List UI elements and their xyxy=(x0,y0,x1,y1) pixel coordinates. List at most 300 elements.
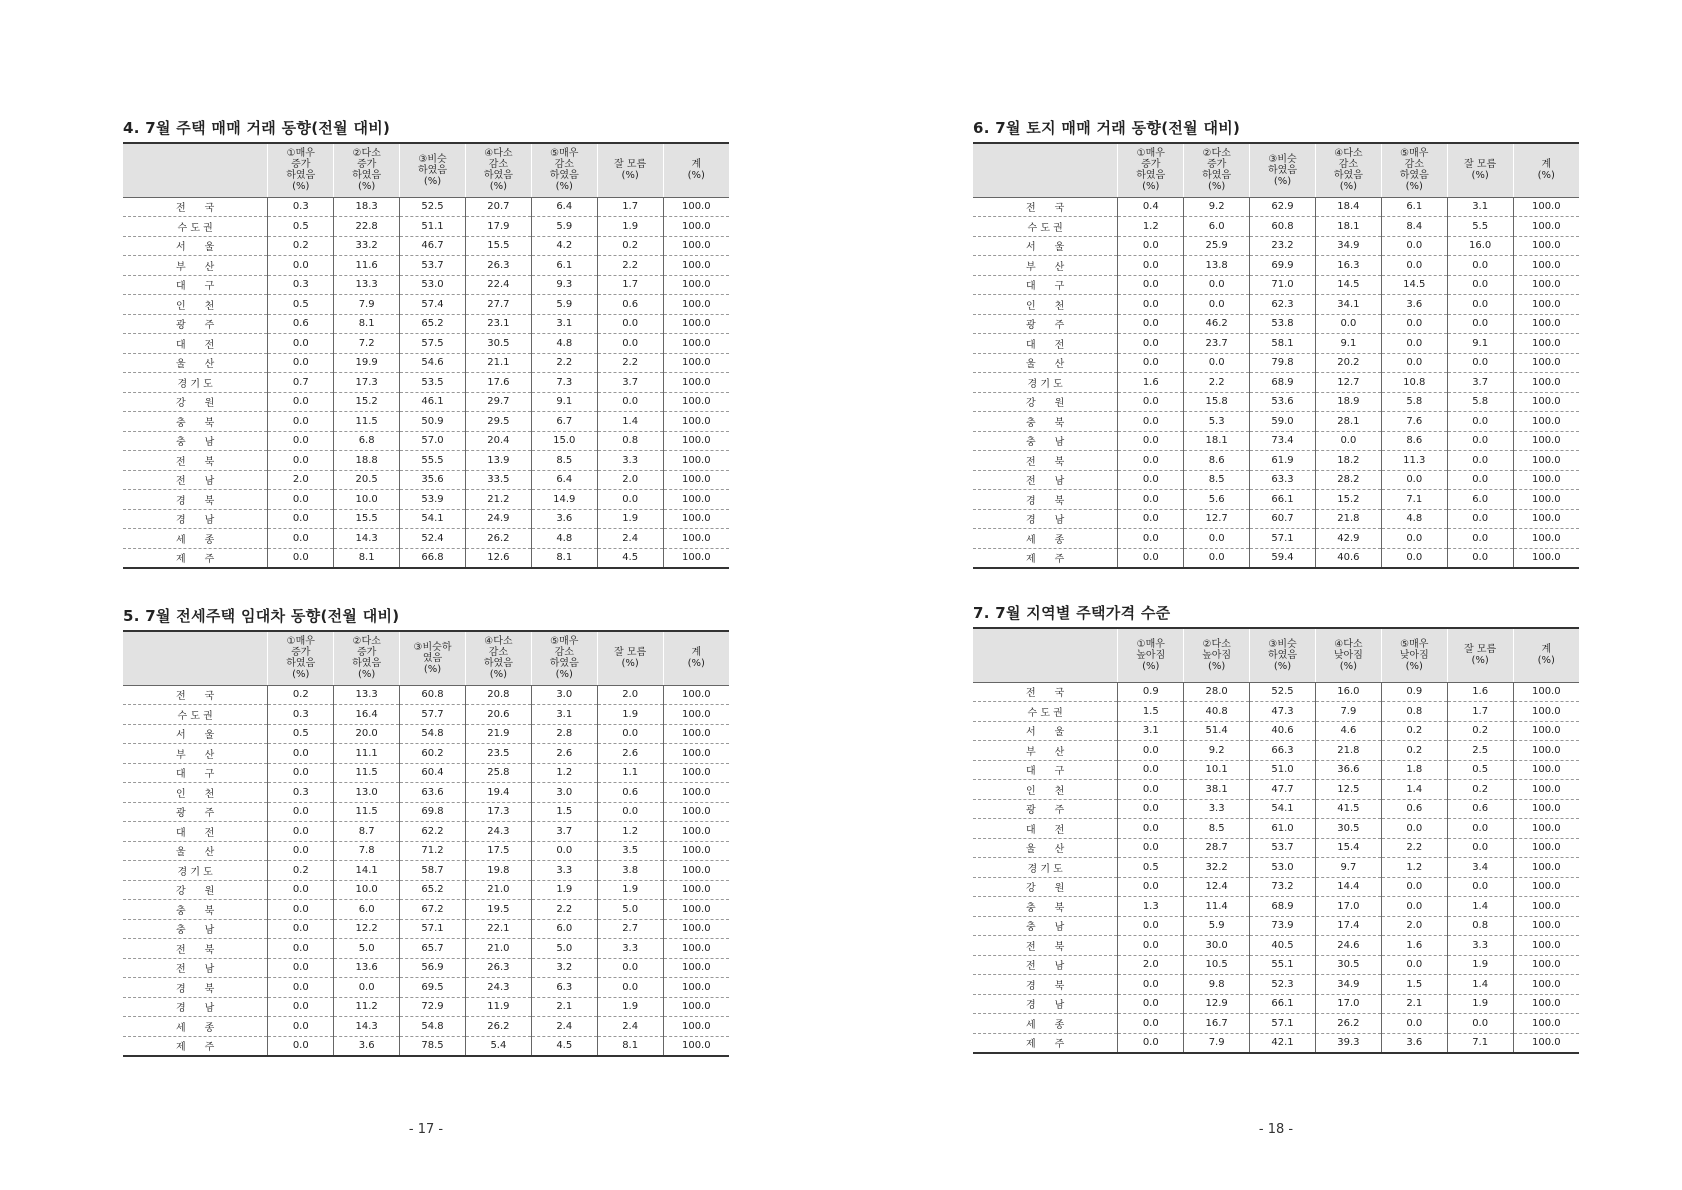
value-cell: 0.0 xyxy=(1447,256,1513,276)
value-cell: 3.3 xyxy=(597,939,663,959)
table-row xyxy=(973,760,1579,780)
value-cell: 100.0 xyxy=(1513,897,1579,917)
value-cell: 11.3 xyxy=(1381,451,1447,471)
value-cell: 0.0 xyxy=(1447,548,1513,568)
value-cell: 12.7 xyxy=(1184,509,1250,529)
value-cell: 0.2 xyxy=(1447,780,1513,800)
table-row xyxy=(973,936,1579,956)
value-cell: 1.7 xyxy=(1447,702,1513,722)
value-cell: 0.2 xyxy=(1447,721,1513,741)
value-cell: 15.5 xyxy=(334,509,400,529)
value-cell: 100.0 xyxy=(1513,392,1579,412)
table-row xyxy=(123,490,729,510)
region-cell: 충 북 xyxy=(973,897,1118,917)
section-5 xyxy=(123,606,729,1057)
region-cell: 경 북 xyxy=(973,975,1118,995)
value-cell: 57.1 xyxy=(1250,529,1316,549)
table-row xyxy=(123,353,729,373)
column-header: ⑤매우 감소 하였음 (%) xyxy=(531,143,597,197)
value-cell: 0.2 xyxy=(268,236,334,256)
value-cell: 0.0 xyxy=(1118,451,1184,471)
table-row xyxy=(973,975,1579,995)
value-cell: 100.0 xyxy=(663,295,729,315)
region-cell: 강 원 xyxy=(123,880,268,900)
value-cell: 17.3 xyxy=(334,373,400,393)
value-cell: 13.3 xyxy=(334,685,400,705)
value-cell: 0.6 xyxy=(597,295,663,315)
value-cell: 53.9 xyxy=(400,490,466,510)
value-cell: 66.1 xyxy=(1250,994,1316,1014)
value-cell: 0.0 xyxy=(597,978,663,998)
column-header: ②다소 증가 하였음 (%) xyxy=(1184,143,1250,197)
value-cell: 3.6 xyxy=(334,1036,400,1056)
value-cell: 14.3 xyxy=(334,529,400,549)
value-cell: 0.3 xyxy=(268,783,334,803)
value-cell: 100.0 xyxy=(663,861,729,881)
value-cell: 5.8 xyxy=(1447,392,1513,412)
value-cell: 14.3 xyxy=(334,1017,400,1037)
value-cell: 13.6 xyxy=(334,958,400,978)
value-cell: 0.0 xyxy=(597,958,663,978)
value-cell: 38.1 xyxy=(1184,780,1250,800)
value-cell: 100.0 xyxy=(1513,490,1579,510)
value-cell: 16.3 xyxy=(1315,256,1381,276)
value-cell: 0.8 xyxy=(597,431,663,451)
table-row xyxy=(123,919,729,939)
value-cell: 0.0 xyxy=(1118,1014,1184,1034)
table-row xyxy=(123,997,729,1017)
value-cell: 100.0 xyxy=(663,939,729,959)
value-cell: 6.3 xyxy=(531,978,597,998)
value-cell: 51.4 xyxy=(1184,721,1250,741)
value-cell: 100.0 xyxy=(663,412,729,432)
value-cell: 15.2 xyxy=(1315,490,1381,510)
value-cell: 60.4 xyxy=(400,763,466,783)
table-row xyxy=(973,1014,1579,1034)
value-cell: 2.4 xyxy=(597,1017,663,1037)
value-cell: 2.0 xyxy=(1118,955,1184,975)
value-cell: 16.0 xyxy=(1447,236,1513,256)
region-cell: 강 원 xyxy=(973,877,1118,897)
value-cell: 1.2 xyxy=(597,822,663,842)
value-cell: 0.0 xyxy=(268,1017,334,1037)
value-cell: 0.0 xyxy=(1184,295,1250,315)
value-cell: 53.0 xyxy=(1250,858,1316,878)
value-cell: 100.0 xyxy=(1513,334,1579,354)
table-row xyxy=(973,431,1579,451)
value-cell: 54.6 xyxy=(400,353,466,373)
value-cell: 12.4 xyxy=(1184,877,1250,897)
region-cell: 울 산 xyxy=(973,838,1118,858)
column-header: ②다소 높아짐 (%) xyxy=(1184,628,1250,682)
value-cell: 0.0 xyxy=(1118,760,1184,780)
value-cell: 11.5 xyxy=(334,412,400,432)
value-cell: 79.8 xyxy=(1250,353,1316,373)
value-cell: 18.8 xyxy=(334,451,400,471)
value-cell: 0.2 xyxy=(1381,721,1447,741)
region-cell: 울 산 xyxy=(123,841,268,861)
value-cell: 0.0 xyxy=(1381,353,1447,373)
value-cell: 100.0 xyxy=(663,431,729,451)
value-cell: 100.0 xyxy=(1513,955,1579,975)
value-cell: 57.1 xyxy=(1250,1014,1316,1034)
table-row xyxy=(973,392,1579,412)
section-6 xyxy=(973,118,1579,569)
table-row xyxy=(123,275,729,295)
value-cell: 0.0 xyxy=(268,431,334,451)
value-cell: 11.2 xyxy=(334,997,400,1017)
value-cell: 0.0 xyxy=(268,822,334,842)
value-cell: 11.9 xyxy=(465,997,531,1017)
value-cell: 22.8 xyxy=(334,217,400,237)
value-cell: 21.8 xyxy=(1315,509,1381,529)
value-cell: 2.2 xyxy=(531,900,597,920)
value-cell: 35.6 xyxy=(400,470,466,490)
table-row xyxy=(973,682,1579,702)
value-cell: 0.0 xyxy=(1381,334,1447,354)
region-cell: 울 산 xyxy=(123,353,268,373)
region-cell: 전 북 xyxy=(123,451,268,471)
value-cell: 100.0 xyxy=(663,529,729,549)
value-cell: 2.8 xyxy=(531,724,597,744)
value-cell: 0.0 xyxy=(268,841,334,861)
value-cell: 18.1 xyxy=(1184,431,1250,451)
column-header: ④다소 낮아짐 (%) xyxy=(1315,628,1381,682)
value-cell: 22.1 xyxy=(465,919,531,939)
value-cell: 15.4 xyxy=(1315,838,1381,858)
value-cell: 63.3 xyxy=(1250,470,1316,490)
value-cell: 13.8 xyxy=(1184,256,1250,276)
value-cell: 36.6 xyxy=(1315,760,1381,780)
value-cell: 2.5 xyxy=(1447,741,1513,761)
region-cell: 세 종 xyxy=(973,529,1118,549)
table-row xyxy=(123,822,729,842)
value-cell: 3.0 xyxy=(531,685,597,705)
value-cell: 3.3 xyxy=(597,451,663,471)
region-cell: 전 국 xyxy=(123,197,268,217)
region-cell: 인 천 xyxy=(973,295,1118,315)
value-cell: 1.9 xyxy=(1447,994,1513,1014)
value-cell: 0.2 xyxy=(597,236,663,256)
value-cell: 100.0 xyxy=(663,314,729,334)
region-cell: 인 천 xyxy=(123,783,268,803)
column-header: 계 (%) xyxy=(1513,628,1579,682)
value-cell: 0.6 xyxy=(597,783,663,803)
value-cell: 100.0 xyxy=(1513,217,1579,237)
value-cell: 1.5 xyxy=(531,802,597,822)
value-cell: 1.5 xyxy=(1118,702,1184,722)
region-cell: 대 전 xyxy=(973,819,1118,839)
value-cell: 100.0 xyxy=(663,1017,729,1037)
region-cell: 경 남 xyxy=(973,994,1118,1014)
region-cell: 부 산 xyxy=(123,256,268,276)
value-cell: 0.0 xyxy=(268,451,334,471)
value-cell: 1.9 xyxy=(531,880,597,900)
table-row xyxy=(123,529,729,549)
value-cell: 100.0 xyxy=(1513,509,1579,529)
region-cell: 경 기 도 xyxy=(123,861,268,881)
value-cell: 0.0 xyxy=(1381,548,1447,568)
value-cell: 14.5 xyxy=(1381,275,1447,295)
value-cell: 2.2 xyxy=(1381,838,1447,858)
value-cell: 2.7 xyxy=(597,919,663,939)
column-header: ④다소 감소 하였음 (%) xyxy=(1315,143,1381,197)
value-cell: 0.0 xyxy=(1447,451,1513,471)
value-cell: 53.6 xyxy=(1250,392,1316,412)
value-cell: 0.0 xyxy=(1118,529,1184,549)
table-row xyxy=(123,470,729,490)
region-cell: 전 남 xyxy=(973,955,1118,975)
table-row xyxy=(973,295,1579,315)
table-row xyxy=(973,994,1579,1014)
value-cell: 100.0 xyxy=(663,1036,729,1056)
value-cell: 0.3 xyxy=(268,275,334,295)
table-row xyxy=(123,744,729,764)
value-cell: 100.0 xyxy=(663,919,729,939)
value-cell: 1.9 xyxy=(597,997,663,1017)
value-cell: 3.4 xyxy=(1447,858,1513,878)
table-row xyxy=(973,314,1579,334)
column-header: ③비슷 하였음 (%) xyxy=(1250,143,1316,197)
value-cell: 33.2 xyxy=(334,236,400,256)
region-cell: 강 원 xyxy=(123,392,268,412)
value-cell: 1.6 xyxy=(1447,682,1513,702)
region-cell: 전 국 xyxy=(973,682,1118,702)
value-cell: 4.8 xyxy=(1381,509,1447,529)
value-cell: 0.0 xyxy=(1118,236,1184,256)
value-cell: 8.6 xyxy=(1184,451,1250,471)
value-cell: 78.5 xyxy=(400,1036,466,1056)
value-cell: 20.8 xyxy=(465,685,531,705)
value-cell: 0.0 xyxy=(334,978,400,998)
value-cell: 4.8 xyxy=(531,334,597,354)
table-row xyxy=(123,197,729,217)
value-cell: 0.0 xyxy=(268,256,334,276)
value-cell: 0.0 xyxy=(268,744,334,764)
value-cell: 100.0 xyxy=(1513,1033,1579,1053)
region-cell: 경 북 xyxy=(123,978,268,998)
region-cell: 대 구 xyxy=(973,760,1118,780)
value-cell: 19.4 xyxy=(465,783,531,803)
value-cell: 100.0 xyxy=(663,880,729,900)
value-cell: 100.0 xyxy=(1513,412,1579,432)
value-cell: 34.1 xyxy=(1315,295,1381,315)
table-row xyxy=(973,858,1579,878)
value-cell: 46.2 xyxy=(1184,314,1250,334)
column-header: 잘 모름 (%) xyxy=(597,631,663,685)
value-cell: 5.6 xyxy=(1184,490,1250,510)
table-row xyxy=(973,1033,1579,1053)
table-row xyxy=(123,939,729,959)
region-cell: 충 북 xyxy=(973,412,1118,432)
value-cell: 0.9 xyxy=(1118,682,1184,702)
value-cell: 72.9 xyxy=(400,997,466,1017)
value-cell: 3.7 xyxy=(597,373,663,393)
value-cell: 56.9 xyxy=(400,958,466,978)
value-cell: 100.0 xyxy=(1513,529,1579,549)
table-row xyxy=(973,353,1579,373)
value-cell: 0.0 xyxy=(1184,548,1250,568)
value-cell: 28.0 xyxy=(1184,682,1250,702)
value-cell: 50.9 xyxy=(400,412,466,432)
region-cell: 전 남 xyxy=(973,470,1118,490)
value-cell: 5.9 xyxy=(531,295,597,315)
value-cell: 67.2 xyxy=(400,900,466,920)
value-cell: 21.8 xyxy=(1315,741,1381,761)
value-cell: 0.0 xyxy=(1381,877,1447,897)
value-cell: 100.0 xyxy=(1513,470,1579,490)
value-cell: 0.0 xyxy=(1381,529,1447,549)
housing-sales-table xyxy=(123,142,729,569)
table-row xyxy=(973,819,1579,839)
value-cell: 5.5 xyxy=(1447,217,1513,237)
table-row xyxy=(123,1036,729,1056)
column-header xyxy=(123,143,268,197)
value-cell: 8.1 xyxy=(531,548,597,568)
value-cell: 33.5 xyxy=(465,470,531,490)
value-cell: 21.0 xyxy=(465,880,531,900)
value-cell: 2.0 xyxy=(1381,916,1447,936)
page-number-right: - 18 - xyxy=(1258,1122,1294,1137)
value-cell: 1.9 xyxy=(1447,955,1513,975)
region-cell: 대 구 xyxy=(123,275,268,295)
value-cell: 3.6 xyxy=(531,509,597,529)
region-cell: 충 북 xyxy=(123,412,268,432)
value-cell: 6.0 xyxy=(531,919,597,939)
value-cell: 0.0 xyxy=(597,314,663,334)
value-cell: 8.5 xyxy=(1184,819,1250,839)
value-cell: 100.0 xyxy=(663,783,729,803)
value-cell: 6.0 xyxy=(334,900,400,920)
value-cell: 100.0 xyxy=(1513,702,1579,722)
value-cell: 100.0 xyxy=(663,509,729,529)
value-cell: 100.0 xyxy=(663,217,729,237)
value-cell: 0.0 xyxy=(268,763,334,783)
value-cell: 18.1 xyxy=(1315,217,1381,237)
value-cell: 39.3 xyxy=(1315,1033,1381,1053)
value-cell: 100.0 xyxy=(663,841,729,861)
value-cell: 2.6 xyxy=(531,744,597,764)
region-cell: 충 남 xyxy=(123,431,268,451)
region-cell: 경 북 xyxy=(123,490,268,510)
value-cell: 100.0 xyxy=(1513,936,1579,956)
value-cell: 11.4 xyxy=(1184,897,1250,917)
value-cell: 30.5 xyxy=(1315,955,1381,975)
value-cell: 5.3 xyxy=(1184,412,1250,432)
value-cell: 3.0 xyxy=(531,783,597,803)
value-cell: 0.0 xyxy=(1118,275,1184,295)
value-cell: 5.4 xyxy=(465,1036,531,1056)
value-cell: 0.0 xyxy=(1118,936,1184,956)
value-cell: 9.2 xyxy=(1184,741,1250,761)
value-cell: 0.0 xyxy=(268,509,334,529)
value-cell: 0.0 xyxy=(268,939,334,959)
region-cell: 경 북 xyxy=(973,490,1118,510)
value-cell: 1.7 xyxy=(597,275,663,295)
value-cell: 28.2 xyxy=(1315,470,1381,490)
value-cell: 100.0 xyxy=(663,373,729,393)
value-cell: 4.2 xyxy=(531,236,597,256)
table-row xyxy=(123,256,729,276)
value-cell: 1.4 xyxy=(1381,780,1447,800)
table-row xyxy=(973,236,1579,256)
value-cell: 0.0 xyxy=(1447,412,1513,432)
value-cell: 3.1 xyxy=(1118,721,1184,741)
value-cell: 0.0 xyxy=(268,334,334,354)
value-cell: 60.7 xyxy=(1250,509,1316,529)
value-cell: 26.3 xyxy=(465,958,531,978)
value-cell: 0.0 xyxy=(268,802,334,822)
value-cell: 17.3 xyxy=(465,802,531,822)
region-cell: 경 남 xyxy=(973,509,1118,529)
value-cell: 0.0 xyxy=(1381,236,1447,256)
value-cell: 100.0 xyxy=(1513,451,1579,471)
value-cell: 58.7 xyxy=(400,861,466,881)
table-row xyxy=(973,548,1579,568)
value-cell: 0.0 xyxy=(268,919,334,939)
table-row xyxy=(973,897,1579,917)
column-header: 잘 모름 (%) xyxy=(1447,143,1513,197)
value-cell: 65.7 xyxy=(400,939,466,959)
value-cell: 0.0 xyxy=(1118,1033,1184,1053)
region-cell: 수 도 권 xyxy=(973,217,1118,237)
value-cell: 14.4 xyxy=(1315,877,1381,897)
value-cell: 4.8 xyxy=(531,529,597,549)
value-cell: 66.8 xyxy=(400,548,466,568)
value-cell: 14.5 xyxy=(1315,275,1381,295)
value-cell: 0.5 xyxy=(1447,760,1513,780)
value-cell: 2.0 xyxy=(597,470,663,490)
column-header: ④다소 감소 하였음 (%) xyxy=(465,143,531,197)
table-row xyxy=(973,217,1579,237)
value-cell: 26.2 xyxy=(465,529,531,549)
value-cell: 100.0 xyxy=(1513,858,1579,878)
value-cell: 10.5 xyxy=(1184,955,1250,975)
region-cell: 강 원 xyxy=(973,392,1118,412)
value-cell: 100.0 xyxy=(663,275,729,295)
value-cell: 0.0 xyxy=(1381,470,1447,490)
value-cell: 28.1 xyxy=(1315,412,1381,432)
value-cell: 9.1 xyxy=(1447,334,1513,354)
value-cell: 9.3 xyxy=(531,275,597,295)
header-row xyxy=(973,143,1579,197)
value-cell: 100.0 xyxy=(1513,236,1579,256)
value-cell: 100.0 xyxy=(663,451,729,471)
value-cell: 12.6 xyxy=(465,548,531,568)
value-cell: 100.0 xyxy=(663,705,729,725)
value-cell: 54.1 xyxy=(1250,799,1316,819)
value-cell: 9.1 xyxy=(531,392,597,412)
value-cell: 20.2 xyxy=(1315,353,1381,373)
value-cell: 3.3 xyxy=(531,861,597,881)
value-cell: 0.0 xyxy=(1118,490,1184,510)
section-title: 4. 7월 주택 매매 거래 동향(전월 대비) xyxy=(123,119,391,137)
region-cell: 경 기 도 xyxy=(973,373,1118,393)
value-cell: 6.1 xyxy=(1381,197,1447,217)
region-cell: 서 울 xyxy=(123,724,268,744)
value-cell: 29.7 xyxy=(465,392,531,412)
value-cell: 0.0 xyxy=(1381,897,1447,917)
value-cell: 6.8 xyxy=(334,431,400,451)
land-sales-table xyxy=(973,142,1579,569)
value-cell: 0.0 xyxy=(531,841,597,861)
value-cell: 0.2 xyxy=(1381,741,1447,761)
column-header: ③비슷 하였음 (%) xyxy=(1250,628,1316,682)
value-cell: 0.0 xyxy=(1118,295,1184,315)
value-cell: 0.8 xyxy=(1381,702,1447,722)
value-cell: 0.0 xyxy=(1447,275,1513,295)
table-row xyxy=(973,451,1579,471)
